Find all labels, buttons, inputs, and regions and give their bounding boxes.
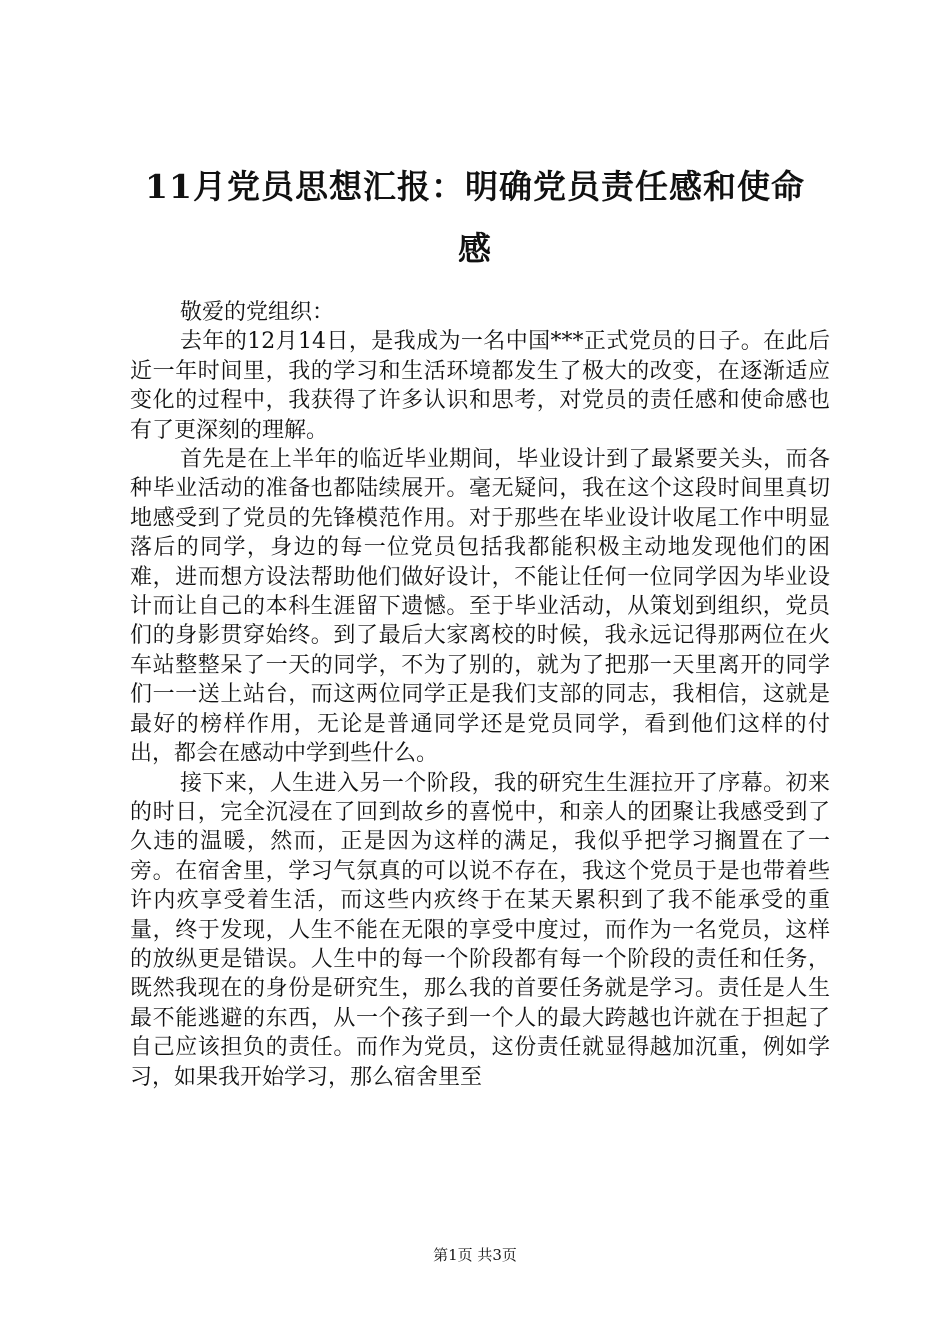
page-footer: 第1页 共3页: [433, 1246, 517, 1264]
paragraph-1: 去年的12月14日，是我成为一名中国***正式党员的日子。在此后近一年时间里，我的学习和生活环境都发生了极大的改变，在逐渐适应变化的过程中，我获得了许多认识和思考，对党员的责任感和使命感也有了更深刻的理解。: [130, 329, 830, 443]
document-body: [130, 298, 830, 1092]
title-line-1: 11月党员思想汇报：明确党员责任感和使命: [145, 167, 805, 206]
salutation: 敬爱的党组织：: [180, 300, 335, 325]
paragraph-3: 接下来，人生进入另一个阶段，我的研究生生涯拉开了序幕。初来的时日，完全沉浸在了回到故乡的喜悦中，和亲人的团聚让我感受到了久违的温暖，然而，正是因为这样的满足，我似乎把学习搁置在了一旁。在宿舍里，学习气氛真的可以说不存在，我这个党员于是也带着些许内疚享受着生活，而这些内疚终于在某天累积到了我不能承受的重量，终于发现，人生不能在无限的享受中度过，而作为一名党员，这样的放纵更是错误。人生中的每一个阶段都有每一个阶段的责任和任务，既然我现在的身份是研究生，那么我的首要任务就是学习。责任是人生最不能逃避的东西，从一个孩子到一个人的最大跨越也许就在于担起了自己应该担负的责任。而作为党员，这份责任就显得越加沉重，例如学习，如果我开始学习，那么宿舍里至: [130, 770, 830, 1090]
paragraph-2: 首先是在上半年的临近毕业期间，毕业设计到了最紧要关头，而各种毕业活动的准备也都陆续展开。毫无疑问，我在这个这段时间里真切地感受到了党员的先锋模范作用。对于那些在毕业设计收尾工作中明显落后的同学，身边的每一位党员包括我都能积极主动地发现他们的困难，进而想方设法帮助他们做好设计，不能让任何一位同学因为毕业设计而让自己的本科生涯留下遗憾。至于毕业活动，从策划到组织，党员们的身影贯穿始终。到了最后大家离校的时候，我永远记得那两位在火车站整整呆了一天的同学，不为了别的，就为了把那一天里离开的同学们一一送上站台，而这两位同学正是我们支部的同志，我相信，这就是最好的榜样作用，无论是普通同学还是党员同学，看到他们这样的付出，都会在感动中学到些什么。: [130, 447, 830, 767]
document-title: [130, 156, 820, 280]
title-line-2: 感: [458, 229, 492, 268]
